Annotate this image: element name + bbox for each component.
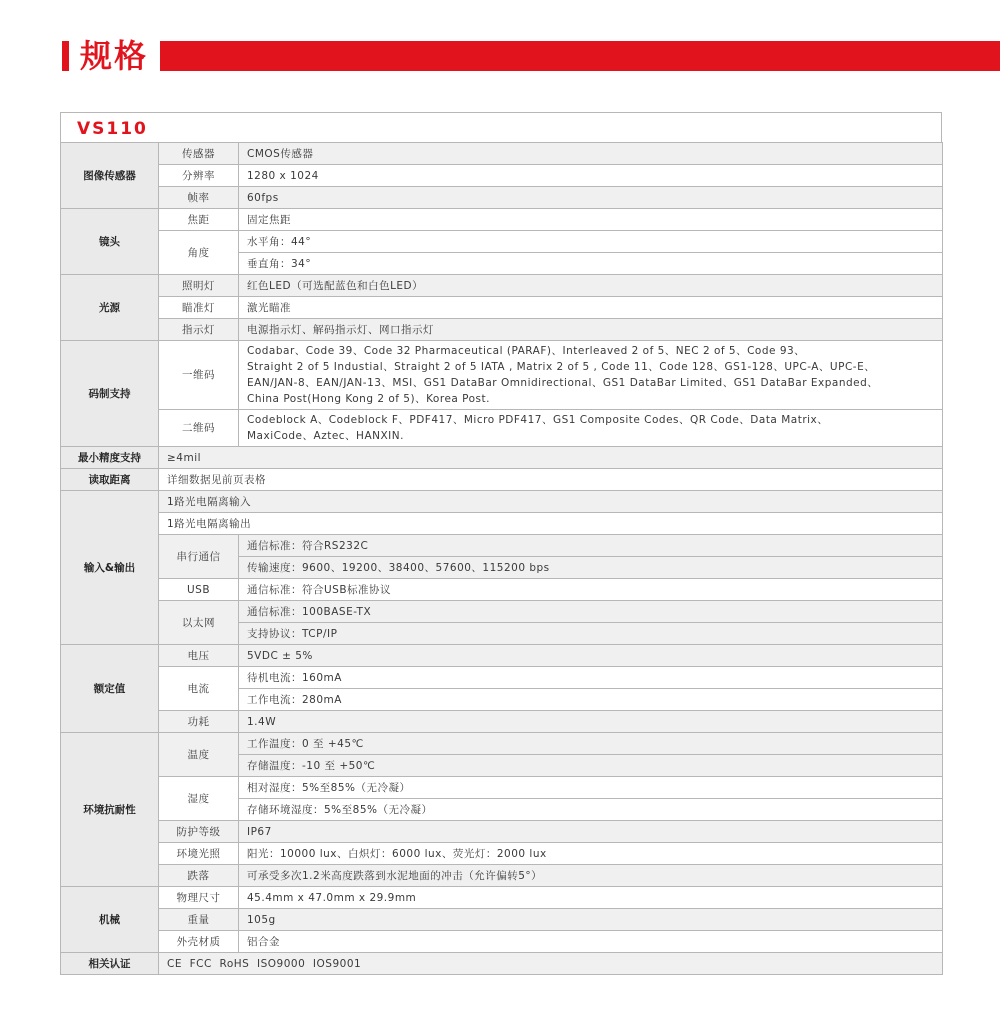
text-line: EAN/JAN-8、EAN/JAN-13、MSI、GS1 DataBar Omnidirectional、GS1 DataBar Limited、GS1 DataBar Expanded、 (247, 377, 879, 389)
text-line: Straight 2 of 5 Industial、Straight 2 of 5 IATA , Matrix 2 of 5 , Code 11、Code 128、GS1-128、UPC-A、UPC-E、 (247, 361, 876, 373)
spec-value: 相对湿度：5%至85%（无冷凝） (239, 777, 943, 799)
table-row (61, 491, 943, 513)
section-label-mechanical: 机械 (61, 887, 159, 953)
spec-value: 5VDC ± 5% (239, 645, 943, 667)
spec-value: 存储温度：-10 至 +50℃ (239, 755, 943, 777)
table-row (61, 297, 943, 319)
spec-value: 电源指示灯、解码指示灯、网口指示灯 (239, 319, 943, 341)
table-row (61, 535, 943, 557)
spec-name: 二维码 (159, 410, 239, 447)
spec-value: 阳光：10000 lux、白炽灯：6000 lux、荧光灯：2000 lux (239, 843, 943, 865)
spec-name: 指示灯 (159, 319, 239, 341)
spec-name: 外壳材质 (159, 931, 239, 953)
section-label-environment: 环境抗耐性 (61, 733, 159, 887)
spec-table-container (60, 112, 942, 975)
table-row (61, 143, 943, 165)
spec-value: 45.4mm x 47.0mm x 29.9mm (239, 887, 943, 909)
spec-name: 瞄准灯 (159, 297, 239, 319)
spec-name: 串行通信 (159, 535, 239, 579)
spec-name: 功耗 (159, 711, 239, 733)
table-row (61, 469, 943, 491)
spec-value: 传输速度：9600、19200、38400、57600、115200 bps (239, 557, 943, 579)
table-row (61, 953, 943, 975)
text-line: Codabar、Code 39、Code 32 Pharmaceutical (PARAF)、Interleaved 2 of 5、NEC 2 of 5、Code 93、 (247, 345, 806, 357)
table-row (61, 645, 943, 667)
spec-name: 角度 (159, 231, 239, 275)
spec-value-2d-list (239, 410, 943, 447)
table-row (61, 165, 943, 187)
table-row (61, 667, 943, 689)
spec-name: 焦距 (159, 209, 239, 231)
table-row (61, 601, 943, 623)
table-row (61, 733, 943, 755)
section-label-rating: 额定值 (61, 645, 159, 733)
spec-value: ≥4mil (159, 447, 943, 469)
spec-value: 红色LED（可选配蓝色和白色LED） (239, 275, 943, 297)
table-row (61, 887, 943, 909)
spec-value: 固定焦距 (239, 209, 943, 231)
spec-value: 工作电流：280mA (239, 689, 943, 711)
spec-value: 铝合金 (239, 931, 943, 953)
spec-name: 分辨率 (159, 165, 239, 187)
spec-value: 1路光电隔离输出 (159, 513, 943, 535)
table-row (61, 319, 943, 341)
spec-value-1d-list (239, 341, 943, 410)
section-label-light: 光源 (61, 275, 159, 341)
spec-name: USB (159, 579, 239, 601)
table-row (61, 865, 943, 887)
spec-value: 可承受多次1.2米高度跌落到水泥地面的冲击（允许偏转5°） (239, 865, 943, 887)
spec-value: CMOS传感器 (239, 143, 943, 165)
section-label-lens: 镜头 (61, 209, 159, 275)
spec-value: 工作温度：0 至 +45℃ (239, 733, 943, 755)
spec-value: 通信标准：符合USB标准协议 (239, 579, 943, 601)
table-row (61, 777, 943, 799)
spec-name: 防护等级 (159, 821, 239, 843)
section-label-read-distance: 读取距离 (61, 469, 159, 491)
spec-name: 物理尺寸 (159, 887, 239, 909)
spec-name: 传感器 (159, 143, 239, 165)
spec-name: 电流 (159, 667, 239, 711)
spec-value: 支持协议：TCP/IP (239, 623, 943, 645)
spec-value: 垂直角：34° (239, 253, 943, 275)
section-label-certification: 相关认证 (61, 953, 159, 975)
spec-value: 1.4W (239, 711, 943, 733)
spec-name: 以太网 (159, 601, 239, 645)
spec-name: 照明灯 (159, 275, 239, 297)
page-title: 规格 (80, 37, 149, 75)
table-row (61, 579, 943, 601)
spec-table (60, 142, 943, 975)
table-row (61, 513, 943, 535)
spec-value: 通信标准：100BASE-TX (239, 601, 943, 623)
text-line: Codeblock A、Codeblock F、PDF417、Micro PDF417、GS1 Composite Codes、QR Code、Data Matrix、 (247, 414, 829, 426)
table-row (61, 341, 943, 410)
spec-value: 1路光电隔离输入 (159, 491, 943, 513)
table-row (61, 410, 943, 447)
text-line: China Post(Hong Kong 2 of 5)、Korea Post. (247, 393, 490, 405)
text-line: MaxiCode、Aztec、HANXIN. (247, 430, 404, 442)
section-label-io: 输入&输出 (61, 491, 159, 645)
spec-name: 湿度 (159, 777, 239, 821)
table-row (61, 447, 943, 469)
table-row (61, 711, 943, 733)
spec-value: 通信标准：符合RS232C (239, 535, 943, 557)
table-row (61, 843, 943, 865)
table-row (61, 821, 943, 843)
spec-value: 激光瞄准 (239, 297, 943, 319)
spec-name: 环境光照 (159, 843, 239, 865)
spec-value: 详细数据见前页表格 (159, 469, 943, 491)
spec-value: 水平角：44° (239, 231, 943, 253)
section-label-symbology: 码制支持 (61, 341, 159, 447)
table-row (61, 275, 943, 297)
spec-name: 电压 (159, 645, 239, 667)
header-stripe (160, 41, 1000, 71)
model-name: VS110 (60, 112, 942, 142)
spec-value: 1280 x 1024 (239, 165, 943, 187)
spec-value: IP67 (239, 821, 943, 843)
spec-value: 60fps (239, 187, 943, 209)
spec-value: 105g (239, 909, 943, 931)
section-label-image-sensor: 图像传感器 (61, 143, 159, 209)
table-row (61, 209, 943, 231)
spec-name: 跌落 (159, 865, 239, 887)
spec-name: 一维码 (159, 341, 239, 410)
spec-value: 待机电流：160mA (239, 667, 943, 689)
spec-value: CE FCC RoHS ISO9000 IOS9001 (159, 953, 943, 975)
spec-name: 温度 (159, 733, 239, 777)
spec-name: 帧率 (159, 187, 239, 209)
table-row (61, 931, 943, 953)
section-label-min-precision: 最小精度支持 (61, 447, 159, 469)
spec-name: 重量 (159, 909, 239, 931)
table-row (61, 909, 943, 931)
header-accent-bar (62, 41, 69, 71)
spec-value: 存储环境湿度：5%至85%（无冷凝） (239, 799, 943, 821)
table-row (61, 231, 943, 253)
table-row (61, 187, 943, 209)
